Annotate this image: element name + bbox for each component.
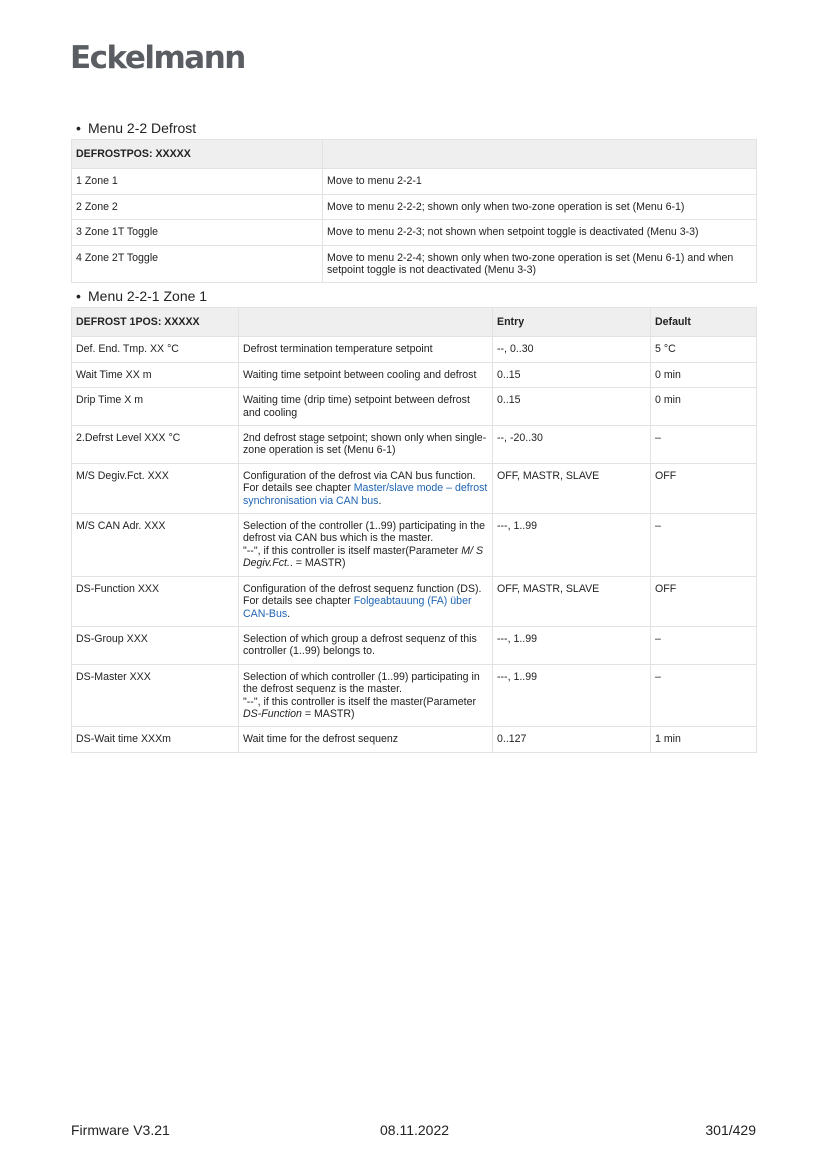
table-cell: 2 Zone 2 [72,194,323,219]
table-row [72,463,757,513]
menu-2-2-1-table [71,307,757,753]
param-cell: Drip Time X m [72,388,239,426]
param-cell: Wait Time XX m [72,362,239,387]
table-row [72,426,757,464]
desc-cell: Waiting time setpoint between cooling and defrost [239,362,493,387]
table-cell: Move to menu 2-2-4; shown only when two-zone operation is set (Menu 6-1) and when setpoint toggle is not deactivated (Menu 3-3) [323,245,757,283]
entry-cell: OFF, MASTR, SLAVE [493,576,651,626]
header-cell [323,140,757,169]
footer-page-number: 301/429 [705,1122,756,1138]
entry-cell: ---, 1..99 [493,626,651,664]
default-cell: – [651,514,757,577]
chapter-link[interactable]: Master/slave mode – defrost synchronisation via CAN bus [243,482,488,507]
table-header-row [72,308,757,337]
table-row [72,220,757,245]
table-row [72,514,757,577]
table-row [72,576,757,626]
header-cell: DEFROSTPOS: XXXXX [72,140,323,169]
bullet-icon: • [76,288,81,304]
default-cell: 0 min [651,362,757,387]
default-cell: 1 min [651,727,757,752]
table-row [72,362,757,387]
menu-2-2-table [71,139,757,283]
default-cell: – [651,664,757,727]
table-row [72,169,757,194]
section-heading-menu-2-2-1: • Menu 2-2-1 Zone 1 [76,288,208,304]
desc-cell: Selection of which controller (1..99) participating in the defrost sequenz is the master. "--", if this controller is itself the master(Parameter DS-Function = MASTR) [239,664,493,727]
entry-cell: 0..127 [493,727,651,752]
param-cell: DS-Master XXX [72,664,239,727]
header-cell: Default [651,308,757,337]
param-cell: DS-Group XXX [72,626,239,664]
table-row [72,337,757,362]
default-cell: OFF [651,576,757,626]
param-cell: Def. End. Tmp. XX °C [72,337,239,362]
entry-cell: ---, 1..99 [493,664,651,727]
table-row [72,245,757,283]
table-header-row [72,140,757,169]
param-cell: 2.Defrst Level XXX °C [72,426,239,464]
footer-date: 08.11.2022 [380,1122,450,1138]
table-cell: 1 Zone 1 [72,169,323,194]
table-row [72,388,757,426]
section-heading-menu-2-2: • Menu 2-2 Defrost [76,120,197,136]
table-row [72,664,757,727]
footer-firmware: Firmware V3.21 [71,1122,170,1138]
default-cell: OFF [651,463,757,513]
entry-cell: 0..15 [493,362,651,387]
header-cell [239,308,493,337]
param-cell: M/S CAN Adr. XXX [72,514,239,577]
param-cell: M/S Degiv.Fct. XXX [72,463,239,513]
table-cell: Move to menu 2-2-3; not shown when setpoint toggle is deactivated (Menu 3-3) [323,220,757,245]
desc-cell: Selection of which group a defrost sequenz of this controller (1..99) belongs to. [239,626,493,664]
table-row [72,194,757,219]
desc-cell: Waiting time (drip time) setpoint between defrost and cooling [239,388,493,426]
default-cell: – [651,626,757,664]
table-cell: 3 Zone 1T Toggle [72,220,323,245]
chapter-link[interactable]: Folgeabtauung (FA) über CAN-Bus [243,595,472,620]
table-row [72,727,757,752]
param-cell: DS-Wait time XXXm [72,727,239,752]
entry-cell: --, -20..30 [493,426,651,464]
header-cell: Entry [493,308,651,337]
table-cell: 4 Zone 2T Toggle [72,245,323,283]
entry-cell: 0..15 [493,388,651,426]
header-cell: DEFROST 1POS: XXXXX [72,308,239,337]
eckelmann-logo: Eckelmann [70,40,245,76]
desc-cell: 2nd defrost stage setpoint; shown only when single-zone operation is set (Menu 6-1) [239,426,493,464]
desc-cell: Selection of the controller (1..99) participating in the defrost via CAN bus which is the master. "--", if this controller is itself master(Parameter M/ S Degiv.Fct.. = MASTR) [239,514,493,577]
table-cell: Move to menu 2-2-1 [323,169,757,194]
desc-cell: Defrost termination temperature setpoint [239,337,493,362]
bullet-icon: • [76,120,81,136]
param-cell: DS-Function XXX [72,576,239,626]
default-cell: 0 min [651,388,757,426]
entry-cell: --, 0..30 [493,337,651,362]
entry-cell: OFF, MASTR, SLAVE [493,463,651,513]
desc-cell: Configuration of the defrost sequenz function (DS). For details see chapter Folgeabtauung (FA) über CAN-Bus. [239,576,493,626]
table-row [72,626,757,664]
table-cell: Move to menu 2-2-2; shown only when two-zone operation is set (Menu 6-1) [323,194,757,219]
default-cell: – [651,426,757,464]
entry-cell: ---, 1..99 [493,514,651,577]
desc-cell: Wait time for the defrost sequenz [239,727,493,752]
default-cell: 5 °C [651,337,757,362]
desc-cell: Configuration of the defrost via CAN bus function. For details see chapter Master/slave mode – defrost synchronisation via CAN bus. [239,463,493,513]
